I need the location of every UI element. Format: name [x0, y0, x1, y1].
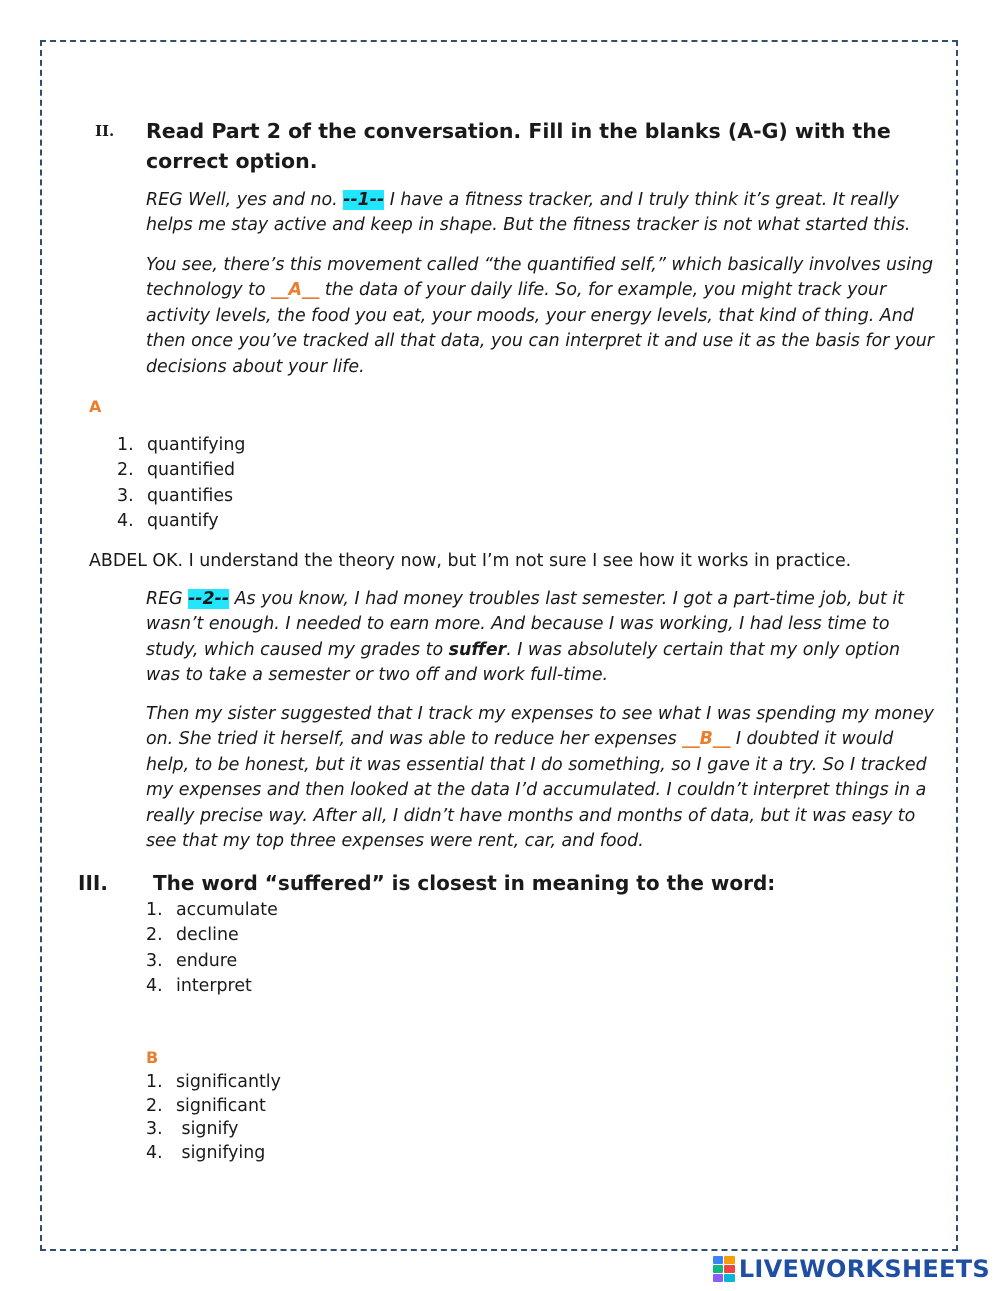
option-a-3[interactable]	[117, 484, 245, 509]
logo-tile	[724, 1265, 735, 1273]
option-a-4[interactable]	[117, 509, 245, 534]
option-text: quantifying	[147, 435, 246, 455]
blank-1-marker: --1--	[343, 190, 385, 210]
logo-tile	[713, 1256, 724, 1264]
option-text: signifying	[176, 1142, 266, 1163]
brand-text: LIVEWORKSHEETS	[738, 1255, 990, 1283]
question-a-options	[117, 433, 245, 534]
option-number: 3.	[146, 1119, 163, 1139]
option-number: 2.	[146, 1095, 163, 1116]
option-a-1[interactable]	[117, 433, 245, 458]
option-3-4[interactable]	[146, 974, 278, 999]
liveworksheets-branding	[713, 1255, 990, 1283]
logo-tile	[724, 1274, 735, 1282]
option-3-2[interactable]	[146, 923, 278, 948]
option-text: quantified	[147, 460, 236, 481]
option-text: endure	[176, 950, 238, 971]
question-b-options	[146, 1071, 281, 1165]
option-number: 1.	[117, 435, 134, 455]
option-number: 2.	[117, 460, 134, 481]
option-3-1[interactable]	[146, 898, 278, 923]
option-number: 3.	[146, 950, 163, 971]
option-text: interpret	[176, 975, 252, 996]
paragraph-2	[146, 253, 936, 380]
paragraph-3-text-end: . I was absolutely certain that my only option was to take a semester or two off and work full-time.	[146, 639, 900, 686]
option-number: 4.	[117, 510, 134, 531]
question-b-label: B	[146, 1048, 159, 1067]
option-a-2[interactable]	[117, 458, 245, 483]
paragraph-3-text-start: REG	[146, 589, 189, 609]
section-2-number: II.	[95, 122, 115, 140]
paragraph-1-text-end: I have a fitness tracker, and I truly think it’s great. It really helps me stay active and keep in shape. But the fitness tracker is not what started this.	[146, 190, 911, 236]
option-b-2[interactable]	[146, 1095, 281, 1119]
blank-b-marker: __B__	[682, 729, 731, 750]
section-3-title: The word “suffered” is closest in meaning to the word:	[153, 871, 776, 895]
option-b-3[interactable]	[146, 1118, 281, 1142]
option-text: signify	[176, 1119, 239, 1139]
paragraph-4-text-end: I doubted it would help, to be honest, but it was essential that I do something, so I gave it a try. So I tracked my expenses and then looked at the data I’d accumulated. I couldn’t interpret things in a really precise way. After all, I didn’t have months and months of data, but it was easy to see that my top three expenses were rent, car, and food.	[146, 729, 927, 852]
option-number: 1.	[146, 1072, 163, 1092]
option-b-1[interactable]	[146, 1071, 281, 1095]
paragraph-1	[146, 188, 936, 239]
option-number: 2.	[146, 925, 163, 946]
section-3-number: III.	[78, 871, 108, 895]
option-text: accumulate	[176, 900, 278, 920]
paragraph-2-text-end: the data of your daily life. So, for example, you might track your activity levels, the food you eat, your moods, your energy levels, that kind of thing. And then once you’ve tracked all that data, you can interpret it and use it as the basis for your decisions about your life.	[146, 280, 934, 377]
liveworksheets-logo-icon	[713, 1256, 735, 1282]
option-text: significantly	[176, 1072, 281, 1092]
option-b-4[interactable]	[146, 1142, 281, 1166]
section-3-options	[146, 898, 278, 999]
option-text: quantifies	[147, 485, 234, 506]
option-number: 4.	[146, 975, 163, 996]
section-2-title: Read Part 2 of the conversation. Fill in the blanks (A-G) with the correct option.	[146, 119, 891, 173]
option-text: significant	[176, 1095, 266, 1116]
logo-tile	[713, 1265, 724, 1273]
option-text: decline	[176, 925, 239, 946]
paragraph-3-text-mid: As you know, I had money troubles last semester. I got a part-time job, but it wasn’t enough. I needed to earn more. And because I was working, I had less time to study, which caused my grades to	[146, 589, 905, 660]
logo-tile	[713, 1274, 724, 1282]
option-number: 1.	[146, 900, 163, 920]
paragraph-2-text-start: You see, there’s this movement called “the quantified self,” which basically involves using technology to	[146, 255, 934, 301]
blank-2-marker: --2--	[188, 589, 230, 609]
paragraph-1-text-start: REG Well, yes and no.	[146, 190, 344, 210]
option-number: 4.	[146, 1142, 163, 1163]
abdel-line: ABDEL OK. I understand the theory now, but I’m not sure I see how it works in practice.	[89, 551, 852, 571]
paragraph-4	[146, 702, 936, 854]
blank-a-marker: __A__	[271, 280, 320, 301]
option-number: 3.	[117, 485, 134, 506]
paragraph-4-text-start: Then my sister suggested that I track my expenses to see what I was spending my money on. She tried it herself, and was able to reduce her expenses	[146, 704, 934, 750]
logo-tile	[724, 1256, 735, 1264]
question-a-label: A	[89, 397, 102, 416]
option-3-3[interactable]	[146, 949, 278, 974]
option-text: quantify	[147, 510, 219, 531]
bold-word-suffer: suffer	[448, 639, 507, 660]
paragraph-3	[146, 587, 936, 689]
